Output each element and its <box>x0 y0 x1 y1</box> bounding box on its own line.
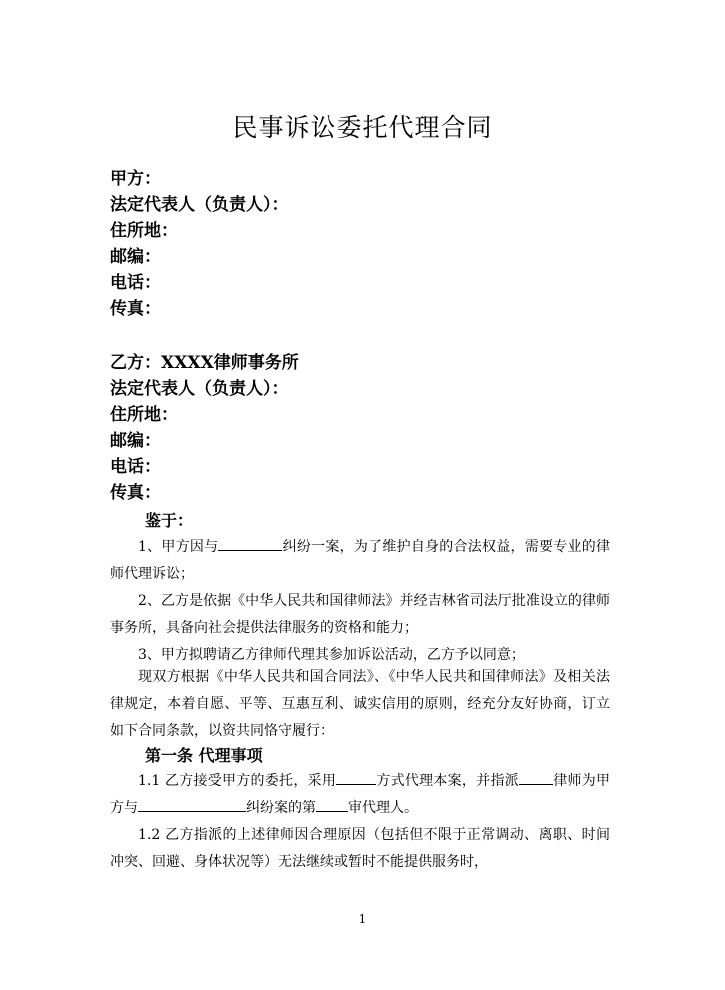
party-b-phone: 电话： <box>110 457 161 477</box>
item-1-text-b: 方式代理本案，并指派 <box>376 773 519 789</box>
item-1-text-d: 纠纷案的第 <box>246 800 316 816</box>
blank-dispute-party <box>218 536 282 551</box>
clause-1 <box>110 534 610 588</box>
party-a-block <box>110 166 289 322</box>
contract-title: 民事诉讼委托代理合同 <box>232 113 493 142</box>
party-b-fax: 传真： <box>110 483 161 503</box>
clause-1-end: 纠纷一案，为了维护自身的合法权益，需要专业的律师代理诉讼； <box>110 539 610 582</box>
article-1-heading: 第一条 代理事项 <box>145 746 263 765</box>
party-b-address: 住所地： <box>110 405 178 425</box>
blank-opposing-party <box>138 797 246 812</box>
party-b-block <box>110 350 299 506</box>
party-a-fax: 传真： <box>110 299 161 319</box>
page-number: 1 <box>358 912 367 926</box>
party-a-label: 甲方： <box>110 169 161 189</box>
item-1-text-e: 审代理人。 <box>348 800 418 816</box>
party-a-postcode: 邮编： <box>110 247 161 267</box>
party-b-postcode: 邮编： <box>110 431 161 451</box>
item-1-text-c: 律师为甲方与 <box>110 773 611 816</box>
clause-3: 3、甲方拟聘请乙方律师代理其参加诉讼活动，乙方予以同意； <box>138 647 525 663</box>
clause-1-start: 1、甲方因与 <box>138 539 219 555</box>
article-1-item-1 <box>110 768 610 822</box>
party-a-rep: 法定代表人（负责人）： <box>110 195 289 215</box>
party-b-rep: 法定代表人（负责人）： <box>110 379 289 399</box>
party-a-phone: 电话： <box>110 273 161 293</box>
blank-agency-method <box>336 770 376 785</box>
article-1-item-2: 1.2 乙方指派的上述律师因合理原因（包括但不限于正常调动、离职、时间冲突、回避、身体状况等）无法继续或暂时不能提供服务时， <box>110 827 610 870</box>
item-1-text-a: 1.1 乙方接受甲方的委托，采用 <box>138 773 337 789</box>
blank-trial-level <box>316 797 348 812</box>
party-a-address: 住所地： <box>110 221 178 241</box>
clause-2: 2、乙方是依据《中华人民共和国律师法》并经吉林省司法厅批准设立的律师事务所，具备向社会提供法律服务的资格和能力； <box>110 593 610 636</box>
party-b-label: 乙方：XXXX律师事务所 <box>110 353 299 373</box>
whereas-heading: 鉴于： <box>145 511 194 530</box>
blank-lawyer-name <box>519 770 553 785</box>
agreement-paragraph: 现双方根据《中华人民共和国合同法》、《中华人民共和国律师法》及相关法律规定，本着自愿、平等、互惠互利、诚实信用的原则，经充分友好协商，订立如下合同条款，以资共同恪守履行： <box>110 669 610 739</box>
